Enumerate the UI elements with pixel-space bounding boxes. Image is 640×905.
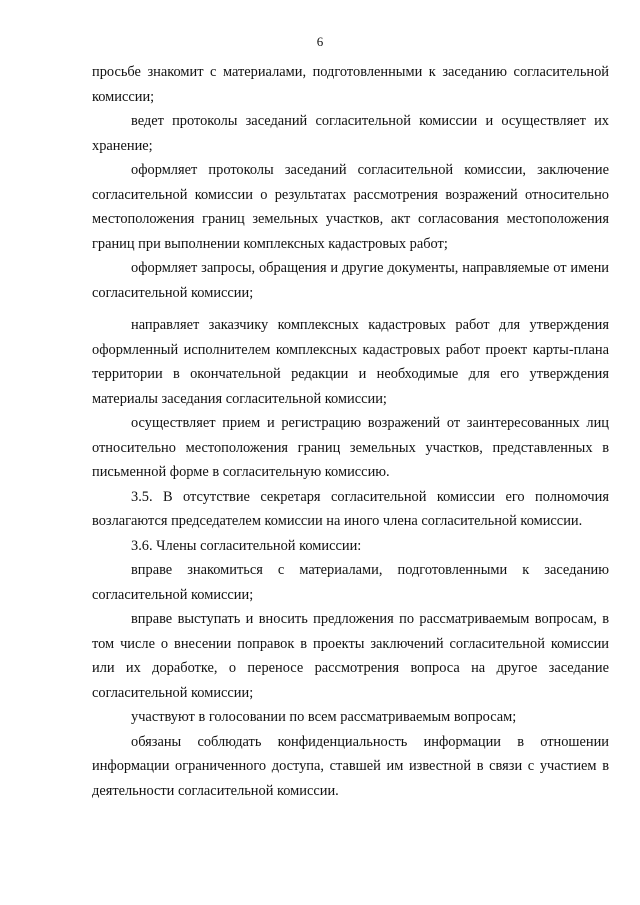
page-number: 6 [316,34,324,49]
document-body [92,60,609,803]
paragraph-familiarize: вправе знакомиться с материалами, подготовленными к заседанию согласительной комиссии; [92,562,609,603]
paragraph-continuation: просьбе знакомит с материалами, подготовленными к заседанию согласительной комиссии; [92,64,609,105]
paragraph-3-6: 3.6. Члены согласительной комиссии: [131,537,362,554]
paragraph-3-5: 3.5. В отсутствие секретаря согласительной комиссии его полномочия возлагаются председателем комиссии на иного члена согласительной комиссии. [92,488,609,529]
paragraph-requests: оформляет запросы, обращения и другие документы, направляемые от имени согласительной комиссии; [92,260,609,301]
paragraph-voting: участвуют в голосовании по всем рассматриваемым вопросам; [131,709,517,725]
paragraph-objections: осуществляет прием и регистрацию возражений от заинтересованных лиц относительно местоположения границ земельных участков, представленных в письменной форме в согласительную комиссию. [92,415,609,480]
paragraph-proposals: вправе выступать и вносить предложения по рассматриваемым вопросам, в том числе о внесении поправок в проекты заключений согласительной комиссии или их доработке, о переносе рассмотрения вопроса на другое заседание согласительной комиссии; [92,611,609,701]
paragraph-confidentiality: обязаны соблюдать конфиденциальность информации в отношении информации ограниченного доступа, ставшей им известной в связи с участием в деятельности согласительной комиссии. [92,733,609,799]
paragraph-customer: направляет заказчику комплексных кадастровых работ для утверждения оформленный исполнителем комплексных кадастровых работ проект карты-плана территории в окончательной редакции и необходимые для его утверждения материалы заседания согласительной комиссии; [92,317,609,407]
paragraph-protocols: оформляет протоколы заседаний согласительной комиссии, заключение согласительной комиссии о результатах рассмотрения возражений относительно местоположения границ земельных участков, акт согласования местоположения границ при выполнении комплексных кадастровых работ; [92,162,609,252]
paragraph-minutes: ведет протоколы заседаний согласительной комиссии и осуществляет их хранение; [92,113,609,154]
